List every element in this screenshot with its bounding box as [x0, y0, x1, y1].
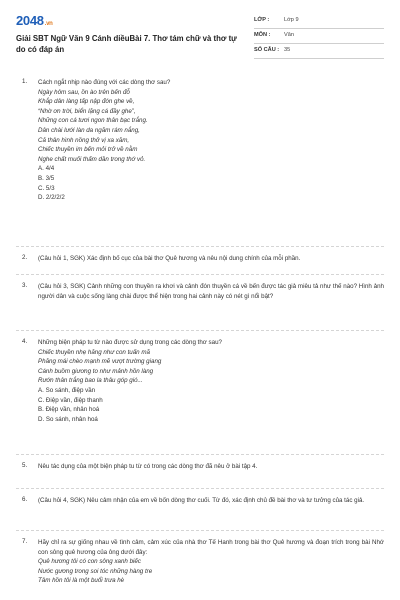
- question-line: B. 3/5: [38, 174, 55, 182]
- question-divider: [16, 274, 384, 275]
- poem-line: Chiếc thuyền nhẹ hăng như con tuấn mã: [38, 348, 150, 356]
- question-body: [38, 538, 384, 586]
- meta-row-class: [254, 14, 384, 29]
- question-body: [38, 282, 384, 301]
- question-line: A. 4/4: [38, 165, 55, 173]
- meta-key: MÔN :: [254, 32, 271, 38]
- question-number: 3.: [22, 282, 28, 289]
- poem-line: Phăng mái chèo mạnh mẽ vượt trường giang: [38, 358, 162, 366]
- poem-line: Ngày hôm sau, ồn ào trên bến đỗ: [38, 88, 130, 96]
- question-line: (Câu hỏi 4, SGK) Nêu cảm nhận của em về bốn dòng thơ cuối. Từ đó, xác định chủ đề bài thơ và tư tưởng của tác giả.: [38, 497, 365, 504]
- question-body: [38, 254, 384, 264]
- poem-line: Chiếc thuyền im bến mỏi trở về nằm: [38, 146, 138, 154]
- poem-line: Nước gương trong soi tóc những hàng tre: [38, 567, 153, 575]
- question-line: B. Điệp vần, nhân hoá: [38, 406, 100, 414]
- question-line: D. 2/2/2/2: [38, 194, 65, 202]
- document-title: Giải SBT Ngữ Văn 9 Cánh diềuBài 7. Thơ tám chữ và thơ tự do có đáp án: [16, 34, 237, 54]
- meta-row-subject: [254, 29, 384, 44]
- poem-line: Cả thân hình nồng thở vị xa xăm,: [38, 136, 130, 144]
- question-line: D. So sánh, nhân hoá: [38, 415, 98, 423]
- poem-line: Tâm hồn tôi là một buổi trưa hè: [38, 577, 125, 585]
- meta-value: 35: [284, 47, 291, 53]
- question-line: Hãy chỉ ra sự giống nhau về tình cảm, cảm xúc của nhà thơ Tế Hanh trong bài thơ Quê hương và đoạn trích trong bài Nhớ con sông quê hương của ông dưới đây:: [38, 539, 384, 556]
- question-divider: [16, 246, 384, 247]
- question-number: 6.: [22, 496, 28, 503]
- question-line: Những biện pháp tu từ nào được sử dụng trong các dòng thơ sau?: [38, 339, 222, 346]
- poem-line: “Nhờ ơn trời, biển lặng cá đầy ghe”,: [38, 107, 136, 115]
- question-divider: [16, 488, 384, 489]
- question-number: 1.: [22, 78, 28, 85]
- question-line: Nêu tác dụng của một biện pháp tu từ có trong các dòng thơ đã nêu ở bài tập 4.: [38, 463, 258, 470]
- question-line: (Câu hỏi 1, SGK) Xác định bố cục của bài thơ Quê hương và nêu nội dung chính của mỗi phần.: [38, 255, 301, 262]
- question-body: [38, 462, 384, 472]
- meta-value: Lớp 9: [284, 17, 299, 23]
- question-body: [38, 338, 384, 424]
- meta-key: SỐ CÂU :: [254, 47, 280, 53]
- question-number: 4.: [22, 338, 28, 345]
- poem-line: Dân chài lưới làn da ngăm rám nắng,: [38, 126, 140, 134]
- question-number: 5.: [22, 462, 28, 469]
- question-line: (Câu hỏi 3, SGK) Cảnh những con thuyền ra khơi và cảnh đón thuyền cá về bến được tác giả miêu tả như thế nào? Hình ảnh người dân và cuộc sống làng chài được thể hiện trong hai cảnh này có nét gì nổi bật?: [38, 283, 384, 300]
- poem-line: Rướn thân trắng bao la thâu góp gió...: [38, 377, 143, 385]
- poem-line: Khắp dân làng tấp nập đón ghe về,: [38, 98, 135, 106]
- meta-key: LỚP :: [254, 17, 270, 23]
- document-meta: [254, 14, 384, 59]
- question-line: Cách ngắt nhịp nào đúng với các dòng thơ sau?: [38, 79, 171, 86]
- question-number: 7.: [22, 538, 28, 545]
- question-body: [38, 496, 384, 506]
- logo-suffix: .vn: [44, 21, 53, 27]
- question-divider: [16, 454, 384, 455]
- question-divider: [16, 530, 384, 531]
- meta-value: Văn: [284, 32, 294, 38]
- logo-text: 2048: [16, 13, 44, 28]
- question-line: C. 5/3: [38, 184, 55, 192]
- poem-line: Quê hương tôi có con sông xanh biếc: [38, 558, 141, 566]
- poem-line: Những con cá tươi ngon thân bạc trắng.: [38, 117, 148, 125]
- poem-line: Cánh buồm giương to như mảnh hồn làng: [38, 367, 154, 375]
- question-divider: [16, 330, 384, 331]
- question-line: C. Điệp vần, điệp thanh: [38, 396, 103, 404]
- poem-line: Nghe chất muối thấm dần trong thớ vỏ.: [38, 155, 146, 163]
- document-header: [0, 0, 400, 62]
- site-logo[interactable]: [16, 13, 53, 28]
- question-body: [38, 78, 384, 203]
- meta-row-count: [254, 44, 384, 59]
- question-number: 2.: [22, 254, 28, 261]
- question-line: A. So sánh, điệp vần: [38, 386, 96, 394]
